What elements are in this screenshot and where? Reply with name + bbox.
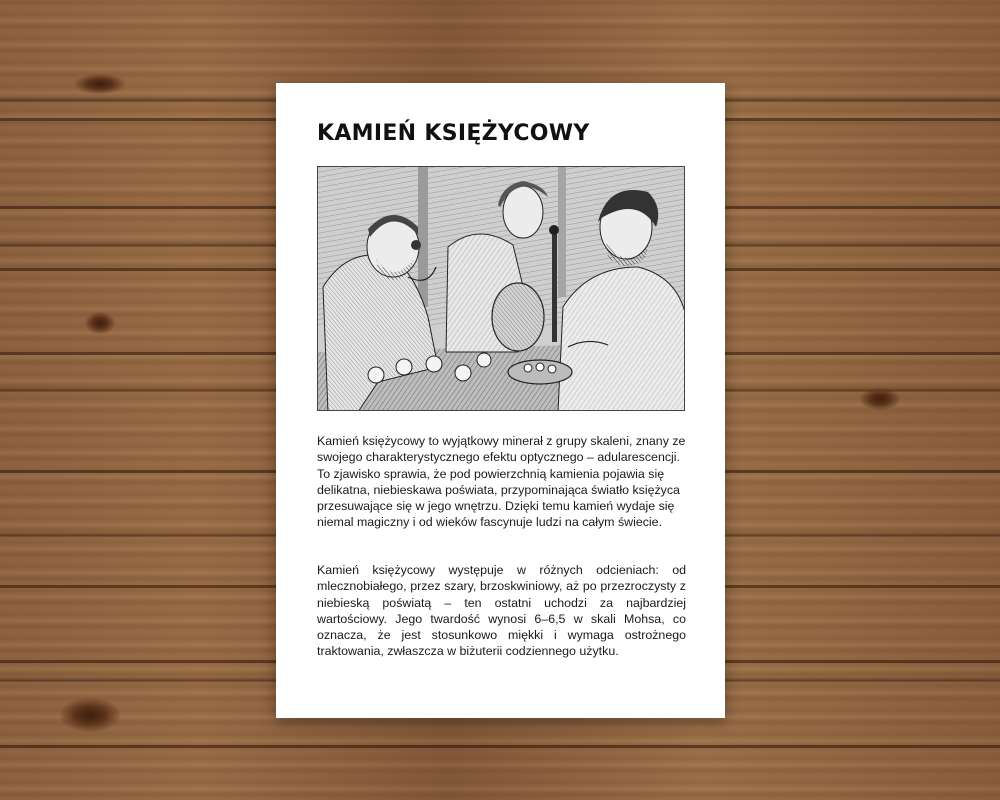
wood-knot <box>85 312 115 334</box>
paragraph-colors-hardness: Kamień księżycowy występuje w różnych odcieniach: od mlecznobiałego, przez szary, brzoskwiniowy, aż po przezroczysty z niebieską poświatą – ten ostatni uchodzi za najbardziej wartościowy. Jego twardość wynosi 6–6,5 w skali Mohsa, co oznacza, że jest stosunkowo miękki i wymaga ostrożnego traktowania, zwłaszcza w biżuterii codziennego użytku. <box>317 563 686 659</box>
wood-knot <box>60 698 120 732</box>
wood-knot <box>860 388 900 410</box>
engraving-illustration <box>317 166 685 411</box>
wood-knot <box>75 74 125 94</box>
printed-sheet <box>276 83 725 718</box>
plank-seam <box>0 745 1000 748</box>
document-title: KAMIEŃ KSIĘŻYCOWY <box>317 121 590 146</box>
paragraph-adularescence: Kamień księżycowy to wyjątkowy minerał z grupy skaleni, znany ze swojego charakterystycznego efektu optycznego – adularescencji. To zjawisko sprawia, że pod powierzchnią kamienia pojawia się delikatna, niebieskawa poświata, przypominająca światło księżyca przesuwające się w jego wnętrzu. Dzięki temu kamień wydaje się niemal magiczny i od wieków fascynuje ludzi na całym świecie. <box>317 434 686 530</box>
